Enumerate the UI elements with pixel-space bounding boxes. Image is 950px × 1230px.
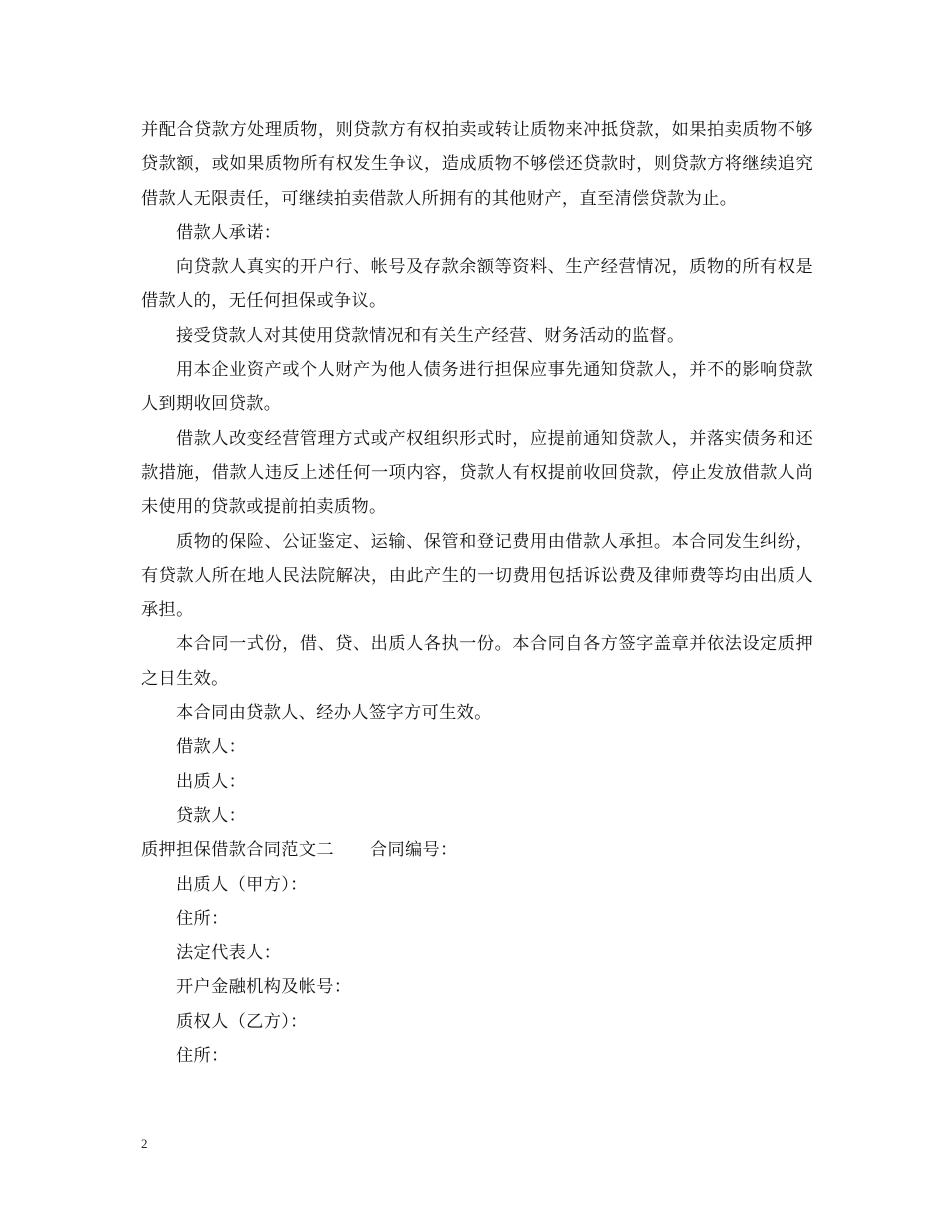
field-bank-account: 开户金融机构及帐号： [176,977,352,998]
field-address-b: 住所： [176,1046,229,1067]
contract-number-label: 合同编号： [369,840,458,861]
document-body [141,113,813,1073]
label-lender: 贷款人： [176,805,247,826]
label-pledgor: 出质人： [176,771,247,792]
paragraph-accept-supervision: 接受贷款人对其使用贷款情况和有关生产经营、财务活动的监督。 [176,325,685,346]
field-pledgor-party-a: 出质人（甲方）： [176,874,308,895]
label-borrower: 借款人： [176,737,247,758]
paragraph-management-change: 借款人改变经营管理方式或产权组织形式时，应提前通知贷款人，并落实债务和还款措施，借款人违反上述任何一项内容，贷款人有权提前收回贷款，停止发放借款人尚未使用的贷款或提前拍卖质物。 [141,428,813,518]
field-legal-representative: 法定代表人： [176,943,282,964]
field-address-a: 住所： [176,908,229,929]
paragraph-borrower-commitment-heading: 借款人承诺： [176,222,282,243]
contract-title: 质押担保借款合同范文二 [141,840,334,861]
paragraph-copies-effective: 本合同一式份，借、贷、出质人各执一份。本合同自各方签字盖章并依法设定质押之日生效。 [141,634,813,689]
field-pledgee-party-b: 质权人（乙方）： [176,1011,308,1032]
contract-title-line [141,833,813,867]
paragraph-fees-disputes: 质物的保险、公证鉴定、运输、保管和登记费用由借款人承担。本合同发生纠纷，有贷款人所在地人民法院解决，由此产生的一切费用包括诉讼费及律师费等均由出质人承担。 [141,531,813,621]
paragraph-truthful-information: 向贷款人真实的开户行、帐号及存款余额等资料、生产经营情况，质物的所有权是借款人的，无任何担保或争议。 [141,257,813,312]
page-number: 2 [141,1136,148,1151]
paragraph-signature-effective: 本合同由贷款人、经办人签字方可生效。 [176,703,492,724]
paragraph-guarantee-notice: 用本企业资产或个人财产为他人债务进行担保应事先通知贷款人，并不的影响贷款人到期收回贷款。 [141,360,813,415]
paragraph-collateral-disposal: 并配合贷款方处理质物，则贷款方有权拍卖或转让质物来冲抵贷款，如果拍卖质物不够贷款额，或如果质物所有权发生争议，造成质物不够偿还贷款时，则贷款方将继续追究借款人无限责任，可继续拍卖借款人所拥有的其他财产，直至清偿贷款为止。 [141,120,813,209]
